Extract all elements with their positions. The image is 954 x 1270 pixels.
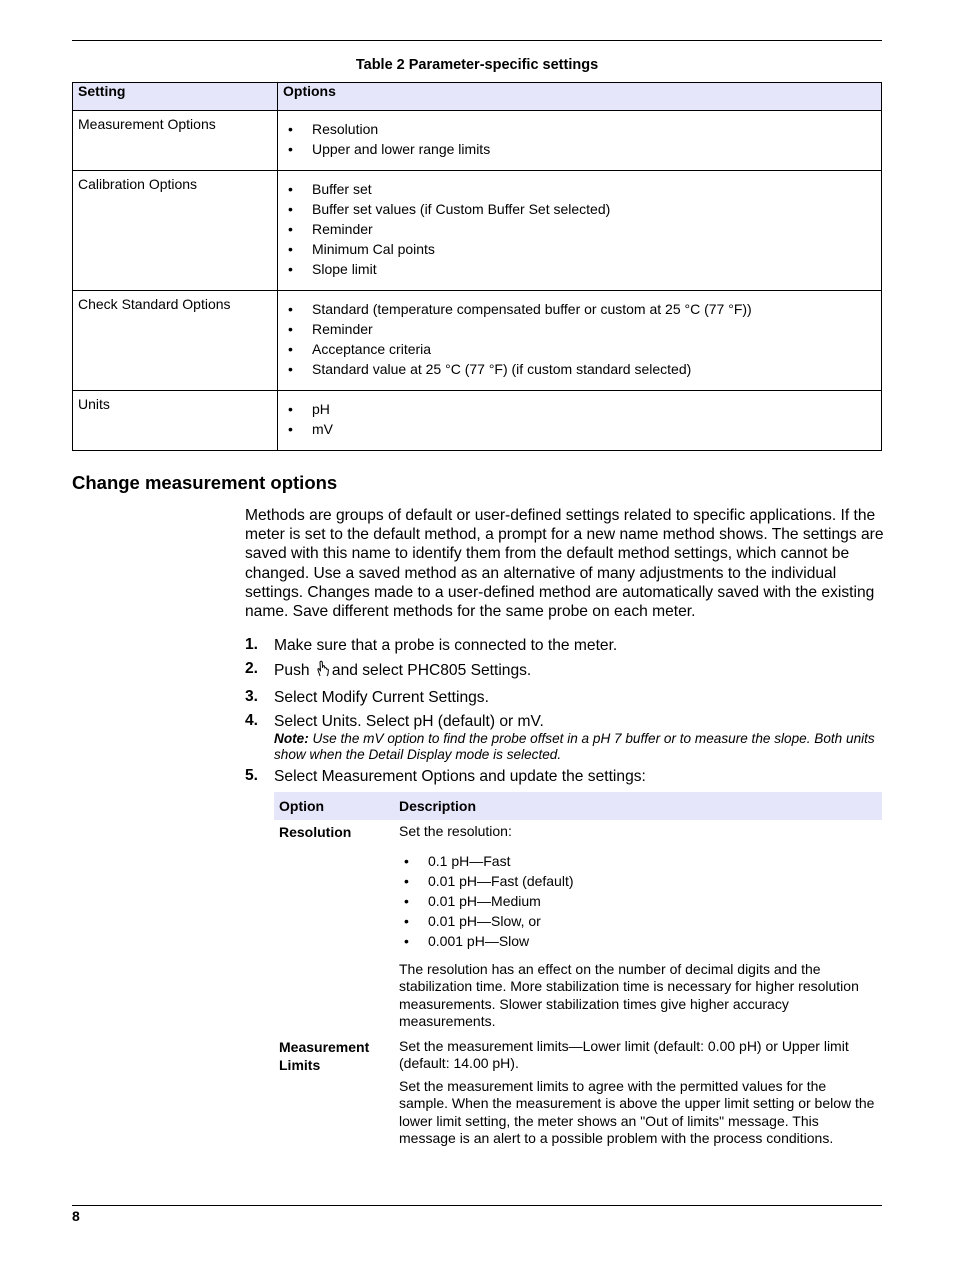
options-cell xyxy=(278,111,882,171)
table-caption: Table 2 Parameter-specific settings xyxy=(355,57,599,73)
step-text: Make sure that a probe is connected to the meter. xyxy=(274,637,618,654)
table-row xyxy=(73,171,882,291)
step-text xyxy=(274,660,885,683)
list-item: • Resolution xyxy=(283,119,876,139)
table-header-row xyxy=(73,83,882,111)
limits-paragraph: Set the measurement limits to agree with the permitted values for the sample. When the measurement is above the upper limit setting or below the lower limit setting, the meter shows an "Out of limits" message. This message is an alert to a possible problem with the process conditions. xyxy=(399,1077,875,1146)
section-title: Change measurement options xyxy=(72,472,338,493)
list-item: • Slope limit xyxy=(283,259,876,279)
intro-paragraph: Methods are groups of default or user-defined settings related to specific applications. If the meter is set to the default method, a prompt for a new name method shows. The settings are saved with this name to identify them from the default method settings, which cannot be changed. Use a saved method as an alternative of many adjustments to the individual settings. Changes made to a user-defined method are automatically saved with the existing name. Save different methods for the same probe on each meter. xyxy=(245,507,884,621)
step-number: 4. xyxy=(245,712,259,729)
step-text: Select Measurement Options and update the settings: xyxy=(274,768,646,785)
column-header-description: Description xyxy=(394,792,882,820)
list-item: • 0.01 pH—Medium xyxy=(399,891,877,911)
step-text-after: and select PHC805 Settings. xyxy=(331,662,532,679)
table-row xyxy=(73,291,882,391)
step-number: 1. xyxy=(245,636,259,653)
parameter-settings-table xyxy=(72,82,882,451)
table-row xyxy=(73,391,882,451)
option-description xyxy=(394,1035,882,1152)
list-item: • 0.01 pH—Fast (default) xyxy=(399,871,877,891)
list-item: • Reminder xyxy=(283,319,876,339)
list-item: • Acceptance criteria xyxy=(283,339,876,359)
setting-cell: Check Standard Options xyxy=(73,291,278,391)
resolution-note: The resolution has an effect on the number of decimal digits and the stabilization time. More stabilization time is necessary for higher resolution measurements. Slower stabilization times give higher accuracy measurements. xyxy=(399,960,859,1029)
resolution-intro: Set the resolution: xyxy=(399,823,512,839)
list-item: • Reminder xyxy=(283,219,876,239)
step-note xyxy=(274,731,885,763)
options-cell xyxy=(278,391,882,451)
options-cell xyxy=(278,171,882,291)
options-cell xyxy=(278,291,882,391)
list-item: • Buffer set xyxy=(283,179,876,199)
setting-cell: Units xyxy=(73,391,278,451)
step-number: 3. xyxy=(245,688,259,705)
step-number: 2. xyxy=(245,660,259,677)
step-item xyxy=(245,660,885,683)
step-text: Select Modify Current Settings. xyxy=(274,689,489,706)
option-label: Resolution xyxy=(279,824,352,840)
list-item: • Buffer set values (if Custom Buffer Set selected) xyxy=(283,199,876,219)
table-row xyxy=(274,1035,882,1152)
step-item xyxy=(245,688,885,707)
procedure-steps xyxy=(245,636,885,786)
option-description xyxy=(394,820,882,1035)
list-item: • Upper and lower range limits xyxy=(283,139,876,159)
limits-paragraph: Set the measurement limits—Lower limit (default: 0.00 pH) or Upper limit (default: 14.00 pH). xyxy=(399,1037,849,1071)
list-item: • Minimum Cal points xyxy=(283,239,876,259)
note-label: Note: xyxy=(274,731,309,746)
list-item: • Standard value at 25 °C (77 °F) (if custom standard selected) xyxy=(283,359,876,379)
setting-cell: Calibration Options xyxy=(73,171,278,291)
column-header-options: Options xyxy=(278,83,882,111)
list-item: • Standard (temperature compensated buffer or custom at 25 °C (77 °F)) xyxy=(283,299,876,319)
list-item: • 0.01 pH—Slow, or xyxy=(399,911,877,931)
step-item xyxy=(245,767,885,786)
step-item xyxy=(245,712,885,763)
hand-pointer-icon xyxy=(315,660,331,683)
column-header-option: Option xyxy=(274,792,394,820)
step-number: 5. xyxy=(245,767,259,784)
list-item: • 0.001 pH—Slow xyxy=(399,931,877,951)
page-number: 8 xyxy=(72,1208,80,1224)
note-text: Use the mV option to find the probe offset in a pH 7 buffer or to measure the slope. Both units show when the Detail Display mode is selected. xyxy=(274,731,875,762)
step-text-before: Push xyxy=(274,662,310,679)
header-rule xyxy=(72,40,882,41)
step-text: Select Units. Select pH (default) or mV. xyxy=(274,713,544,730)
table-row xyxy=(73,111,882,171)
footer-rule xyxy=(72,1205,882,1206)
step-item xyxy=(245,636,885,655)
list-item: • 0.1 pH—Fast xyxy=(399,851,877,871)
column-header-setting: Setting xyxy=(73,83,278,111)
list-item: • pH xyxy=(283,399,876,419)
setting-cell: Measurement Options xyxy=(73,111,278,171)
table-row xyxy=(274,820,882,1035)
measurement-options-table xyxy=(274,792,882,1152)
table-header-row xyxy=(274,792,882,820)
option-label: Measurement Limits xyxy=(279,1038,370,1073)
list-item: • mV xyxy=(283,419,876,439)
